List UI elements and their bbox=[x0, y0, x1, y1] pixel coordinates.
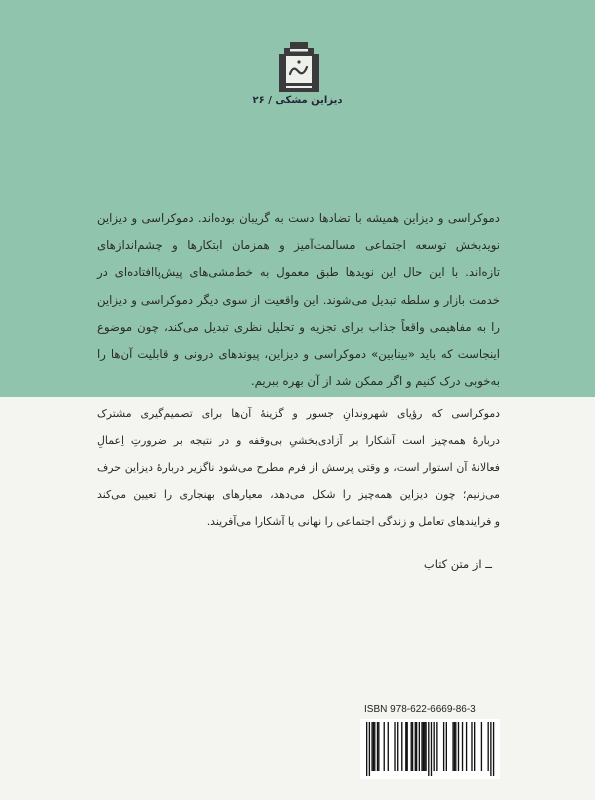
excerpt-line-text: می‌زنیم؛ چون دیزاین همه‌چیز را شکل می‌دهد، معیارهای بهنجاری را تعیین می‌کند bbox=[97, 488, 500, 501]
excerpt-line bbox=[97, 481, 500, 508]
barcode-bar bbox=[421, 722, 422, 771]
excerpt-line bbox=[97, 454, 500, 481]
barcode-bar bbox=[401, 722, 402, 771]
excerpt-paragraph bbox=[97, 400, 500, 535]
excerpt-line bbox=[97, 400, 500, 427]
barcode-bar bbox=[481, 722, 482, 771]
blurb-line-text: خدمت بازار و سلطه تبدیل می‌شوند. این واقعیت از سوی دیگر دموکراسی و دیزاین bbox=[97, 292, 500, 307]
blurb-line bbox=[97, 287, 500, 314]
barcode-graphic bbox=[360, 719, 500, 779]
barcode-bar bbox=[373, 722, 374, 771]
barcode-bar bbox=[366, 722, 367, 776]
excerpt-line bbox=[97, 508, 500, 535]
barcode-bar bbox=[493, 722, 494, 776]
logo-inner-panel bbox=[286, 56, 312, 83]
barcode-bar bbox=[374, 722, 375, 771]
barcode-bar bbox=[423, 722, 424, 771]
blurb-line bbox=[97, 205, 500, 232]
logo-calligraphy-dot bbox=[297, 60, 300, 63]
barcode-bar bbox=[488, 722, 489, 771]
barcode-bar bbox=[369, 722, 370, 776]
barcode-bar bbox=[416, 722, 417, 771]
barcode-bar bbox=[397, 722, 398, 771]
publisher-logo-icon bbox=[275, 34, 323, 94]
barcode-bar bbox=[452, 722, 453, 771]
barcode-bar bbox=[412, 722, 413, 771]
blurb-line bbox=[97, 314, 500, 341]
excerpt-line-text: دربارهٔ همه‌چیز است آشکارا بر آزادی‌بخشیِ بی‌وقفه و در نتیجه بر ضرورتِ اِعمالِ bbox=[97, 434, 500, 447]
barcode-bar bbox=[394, 722, 395, 771]
barcode-bar bbox=[458, 722, 459, 771]
blurb-line bbox=[97, 368, 500, 395]
barcode-bar bbox=[419, 722, 420, 771]
barcode-bar bbox=[443, 722, 444, 771]
excerpt-line bbox=[97, 427, 500, 454]
barcode bbox=[360, 719, 500, 779]
barcode-bar bbox=[455, 722, 456, 771]
barcode-bar bbox=[407, 722, 408, 771]
blurb-line-text: دموکراسی و دیزاین همیشه با تضادها دست به گریبان بوده‌اند. دموکراسی و دیزاین bbox=[97, 211, 500, 225]
barcode-bar bbox=[434, 722, 435, 771]
barcode-bar bbox=[436, 722, 437, 771]
logo-top-stripe bbox=[290, 49, 308, 52]
series-label: دیزاین مشکی / ۲۶ bbox=[252, 95, 343, 106]
barcode-bar bbox=[377, 722, 378, 771]
barcode-bar bbox=[471, 722, 472, 771]
logo-base-line bbox=[286, 86, 312, 88]
barcode-bar bbox=[425, 722, 426, 771]
barcode-bar bbox=[388, 722, 389, 771]
excerpt-line-text: فعالانهٔ آن استوار است، و وقتی پرسش از فرم مطرح می‌شود ناگزیر دربارهٔ دیزاین حرف bbox=[97, 461, 500, 474]
barcode-bar bbox=[428, 722, 429, 776]
barcode-bar bbox=[446, 722, 447, 771]
barcode-bar bbox=[415, 722, 416, 771]
barcode-bar bbox=[490, 722, 491, 776]
barcode-bar bbox=[371, 722, 372, 771]
barcode-bar bbox=[474, 722, 475, 771]
blurb-line bbox=[97, 259, 500, 286]
blurb-line bbox=[97, 341, 500, 368]
excerpt-attribution: ــ از متن کتاب bbox=[423, 557, 492, 571]
barcode-bar bbox=[454, 722, 455, 771]
barcode-bar bbox=[411, 722, 412, 771]
blurb-paragraph bbox=[97, 205, 500, 395]
isbn-label: ISBN 978-622-6669-86-3 bbox=[364, 704, 476, 715]
blurb-line bbox=[97, 232, 500, 259]
barcode-bar bbox=[384, 722, 385, 771]
barcode-bar bbox=[405, 722, 406, 771]
blurb-line-text: اینجاست که باید «بینابین» دموکراسی و دیزاین، پیوندهای درونی و قابلیت آن‌ها را bbox=[97, 346, 500, 361]
blurb-line-text: نویدبخش توسعه اجتماعی مسالمت‌آمیز و همزمان ابتکارها و چشم‌اندازهای bbox=[97, 238, 500, 253]
barcode-bar bbox=[466, 722, 467, 771]
barcode-bar bbox=[378, 722, 379, 771]
excerpt-line-text: و فرایندهای تعامل و زندگی اجتماعی را نهانی یا آشکارا می‌آفریند. bbox=[206, 515, 500, 528]
blurb-line-text: را به مفاهیمی واقعاً جذاب برای تجزیه و تحلیل نظری تبدیل می‌کند، چون موضوع bbox=[97, 319, 500, 334]
cover-top-panel bbox=[0, 0, 595, 397]
excerpt-line-text: دموکراسی که رؤیای شهروندانِ جسور و گزینهٔ آن‌ها برای تصمیم‌گیری مشترک bbox=[97, 407, 500, 420]
barcode-bar bbox=[431, 722, 432, 776]
barcode-bar bbox=[462, 722, 463, 771]
blurb-line-text: به‌خوبی درک کنیم و اگر ممکن شد از آن بهره ببریم. bbox=[250, 374, 500, 389]
barcode-bar bbox=[424, 722, 425, 771]
blurb-line-text: تازه‌اند. با این حال این نویدها طبق معمول به خط‌مشی‌های پیش‌پاافتاده‌ای در bbox=[97, 265, 500, 280]
